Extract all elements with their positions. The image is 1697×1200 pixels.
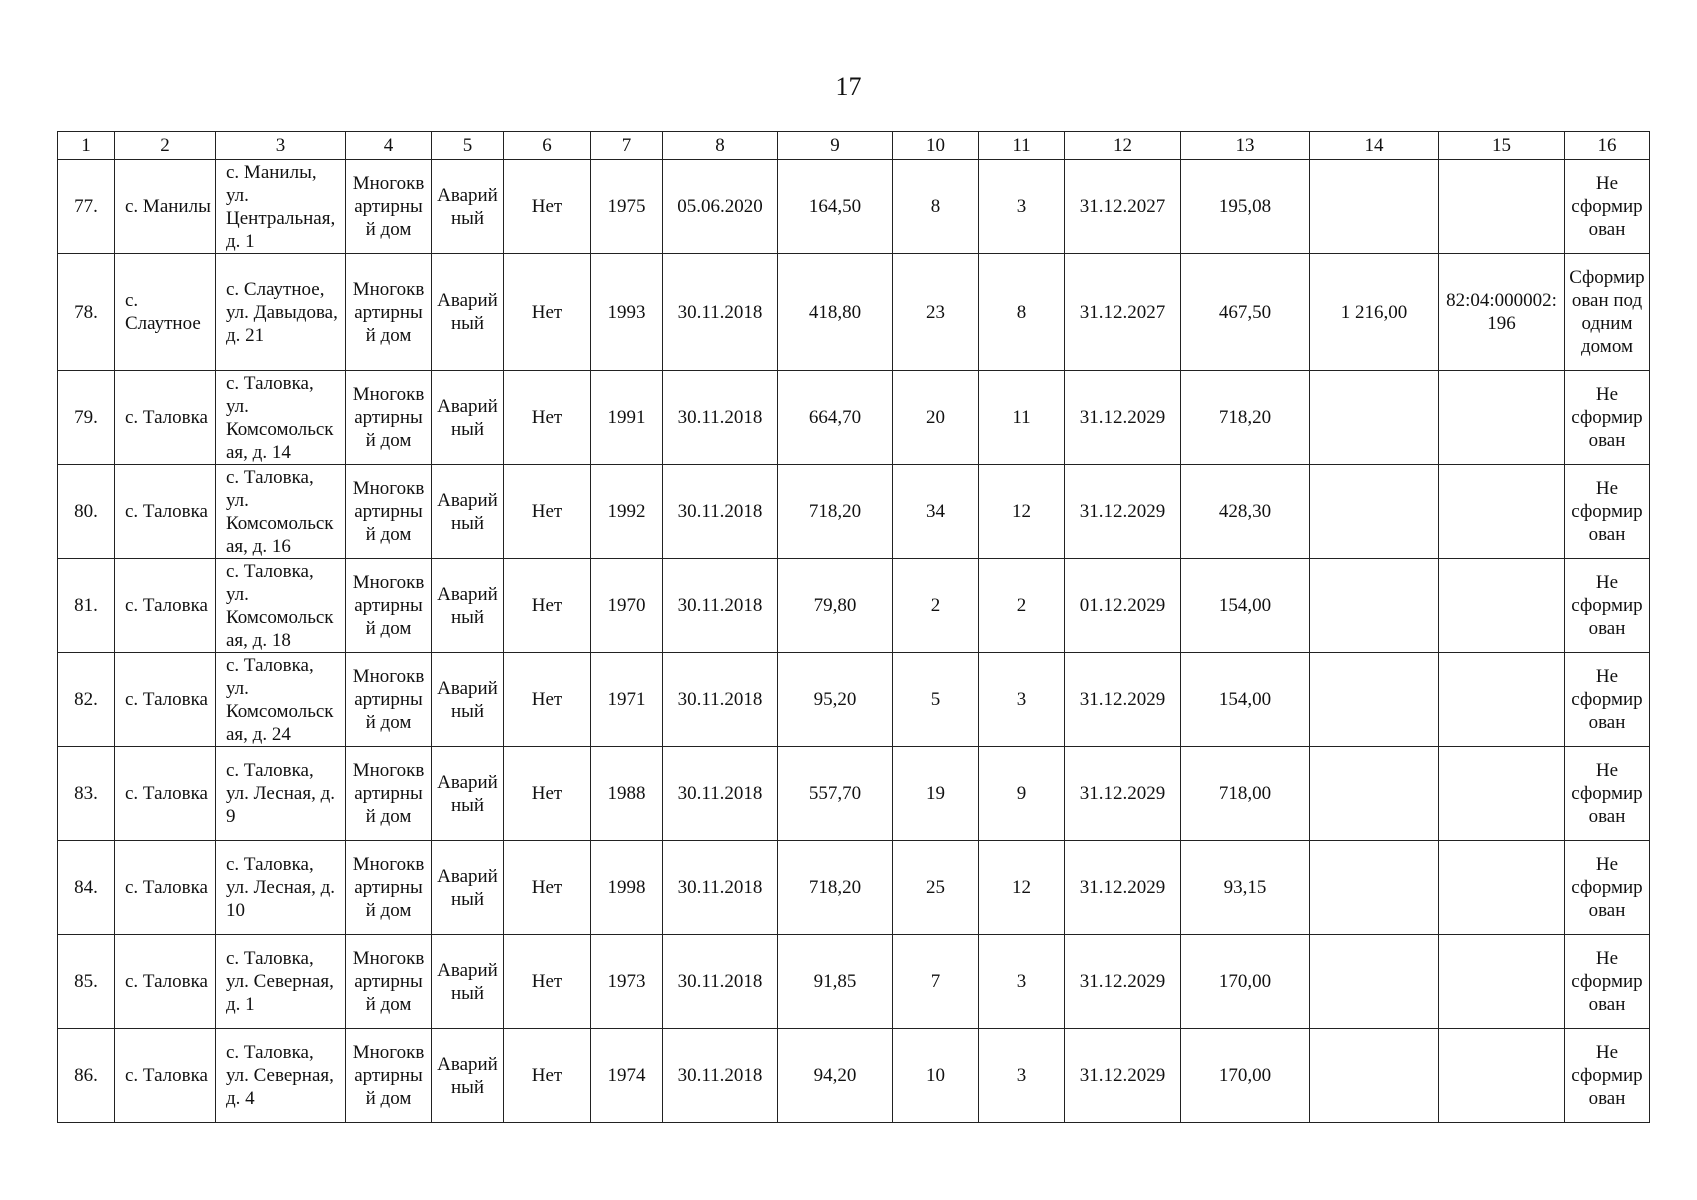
condition: Аварийный — [432, 465, 504, 559]
deadline: 31.12.2029 — [1065, 841, 1181, 935]
condition: Аварийный — [432, 160, 504, 254]
column-header: 8 — [663, 132, 778, 160]
year: 1974 — [591, 1029, 663, 1123]
col-14 — [1310, 747, 1439, 841]
table-row — [58, 465, 1650, 559]
column-header: 13 — [1181, 132, 1310, 160]
cadastral-number — [1439, 1029, 1565, 1123]
table-body — [58, 160, 1650, 1123]
area: 79,80 — [778, 559, 893, 653]
col-14 — [1310, 1029, 1439, 1123]
col-13: 718,00 — [1181, 747, 1310, 841]
column-header: 5 — [432, 132, 504, 160]
condition: Аварийный — [432, 841, 504, 935]
address: с. Таловка, ул. Комсомольская, д. 24 — [216, 653, 346, 747]
year: 1993 — [591, 254, 663, 371]
col-13: 170,00 — [1181, 1029, 1310, 1123]
col-11: 3 — [979, 160, 1065, 254]
area: 94,20 — [778, 1029, 893, 1123]
house-type: Многоквартирный дом — [346, 841, 432, 935]
row-number: 86. — [58, 1029, 115, 1123]
condition: Аварийный — [432, 653, 504, 747]
area: 164,50 — [778, 160, 893, 254]
area: 91,85 — [778, 935, 893, 1029]
condition: Аварийный — [432, 254, 504, 371]
land-status: Сформирован под одним домом — [1565, 254, 1650, 371]
land-status: Не сформирован — [1565, 653, 1650, 747]
house-type: Многоквартирный дом — [346, 371, 432, 465]
deadline: 31.12.2029 — [1065, 935, 1181, 1029]
settlement: с. Таловка — [115, 465, 216, 559]
deadline: 31.12.2027 — [1065, 160, 1181, 254]
col-10: 7 — [893, 935, 979, 1029]
deadline: 31.12.2029 — [1065, 371, 1181, 465]
page-number: 17 — [835, 72, 862, 101]
col-11: 3 — [979, 935, 1065, 1029]
column-header: 11 — [979, 132, 1065, 160]
col-10: 2 — [893, 559, 979, 653]
col-14 — [1310, 465, 1439, 559]
deadline: 31.12.2029 — [1065, 747, 1181, 841]
col-13: 170,00 — [1181, 935, 1310, 1029]
col-11: 12 — [979, 465, 1065, 559]
address: с. Таловка, ул. Комсомольская, д. 16 — [216, 465, 346, 559]
col-10: 34 — [893, 465, 979, 559]
row-number: 81. — [58, 559, 115, 653]
column-header: 14 — [1310, 132, 1439, 160]
address: с. Слаутное, ул. Давыдова, д. 21 — [216, 254, 346, 371]
row-number: 78. — [58, 254, 115, 371]
table-row — [58, 254, 1650, 371]
column-header: 3 — [216, 132, 346, 160]
col-14 — [1310, 841, 1439, 935]
table-row — [58, 160, 1650, 254]
recognition-date: 30.11.2018 — [663, 465, 778, 559]
cadastral-number — [1439, 465, 1565, 559]
col-11: 12 — [979, 841, 1065, 935]
table-row — [58, 559, 1650, 653]
deadline: 31.12.2027 — [1065, 254, 1181, 371]
land-status: Не сформирован — [1565, 841, 1650, 935]
house-type: Многоквартирный дом — [346, 465, 432, 559]
col-11: 2 — [979, 559, 1065, 653]
row-number: 84. — [58, 841, 115, 935]
housing-registry-table — [57, 131, 1650, 1123]
land-status: Не сформирован — [1565, 559, 1650, 653]
column-header: 16 — [1565, 132, 1650, 160]
land-status: Не сформирован — [1565, 935, 1650, 1029]
col-14 — [1310, 653, 1439, 747]
settlement: с. Таловка — [115, 841, 216, 935]
house-type: Многоквартирный дом — [346, 1029, 432, 1123]
table-row — [58, 841, 1650, 935]
recognition-date: 30.11.2018 — [663, 935, 778, 1029]
area: 718,20 — [778, 841, 893, 935]
deadline: 31.12.2029 — [1065, 653, 1181, 747]
condition: Аварийный — [432, 747, 504, 841]
area: 718,20 — [778, 465, 893, 559]
address: с. Таловка, ул. Комсомольская, д. 18 — [216, 559, 346, 653]
flag: Нет — [504, 841, 591, 935]
column-header: 2 — [115, 132, 216, 160]
cadastral-number — [1439, 559, 1565, 653]
cadastral-number: 82:04:000002:196 — [1439, 254, 1565, 371]
settlement: с. Таловка — [115, 559, 216, 653]
flag: Нет — [504, 160, 591, 254]
settlement: с. Таловка — [115, 371, 216, 465]
col-13: 195,08 — [1181, 160, 1310, 254]
recognition-date: 30.11.2018 — [663, 653, 778, 747]
col-11: 9 — [979, 747, 1065, 841]
row-number: 77. — [58, 160, 115, 254]
year: 1970 — [591, 559, 663, 653]
col-14 — [1310, 559, 1439, 653]
row-number: 85. — [58, 935, 115, 1029]
recognition-date: 30.11.2018 — [663, 371, 778, 465]
year: 1975 — [591, 160, 663, 254]
row-number: 79. — [58, 371, 115, 465]
column-header: 7 — [591, 132, 663, 160]
settlement: с. Таловка — [115, 1029, 216, 1123]
settlement: с. Таловка — [115, 935, 216, 1029]
row-number: 83. — [58, 747, 115, 841]
col-13: 154,00 — [1181, 559, 1310, 653]
flag: Нет — [504, 1029, 591, 1123]
year: 1988 — [591, 747, 663, 841]
house-type: Многоквартирный дом — [346, 935, 432, 1029]
recognition-date: 30.11.2018 — [663, 747, 778, 841]
cadastral-number — [1439, 747, 1565, 841]
address: с. Манилы, ул. Центральная, д. 1 — [216, 160, 346, 254]
col-13: 93,15 — [1181, 841, 1310, 935]
col-14 — [1310, 935, 1439, 1029]
flag: Нет — [504, 747, 591, 841]
column-header: 10 — [893, 132, 979, 160]
address: с. Таловка, ул. Лесная, д. 10 — [216, 841, 346, 935]
cadastral-number — [1439, 841, 1565, 935]
col-10: 19 — [893, 747, 979, 841]
house-type: Многоквартирный дом — [346, 559, 432, 653]
house-type: Многоквартирный дом — [346, 653, 432, 747]
col-11: 3 — [979, 653, 1065, 747]
column-header: 9 — [778, 132, 893, 160]
deadline: 31.12.2029 — [1065, 465, 1181, 559]
year: 1998 — [591, 841, 663, 935]
col-11: 3 — [979, 1029, 1065, 1123]
year: 1992 — [591, 465, 663, 559]
settlement: с. Таловка — [115, 653, 216, 747]
column-header: 15 — [1439, 132, 1565, 160]
column-header: 6 — [504, 132, 591, 160]
address: с. Таловка, ул. Северная, д. 1 — [216, 935, 346, 1029]
house-type: Многоквартирный дом — [346, 160, 432, 254]
column-header: 12 — [1065, 132, 1181, 160]
table-row — [58, 653, 1650, 747]
table-row — [58, 1029, 1650, 1123]
condition: Аварийный — [432, 935, 504, 1029]
area: 664,70 — [778, 371, 893, 465]
address: с. Таловка, ул. Комсомольская, д. 14 — [216, 371, 346, 465]
address: с. Таловка, ул. Северная, д. 4 — [216, 1029, 346, 1123]
area: 418,80 — [778, 254, 893, 371]
table-row — [58, 935, 1650, 1029]
column-header: 4 — [346, 132, 432, 160]
flag: Нет — [504, 465, 591, 559]
col-14 — [1310, 160, 1439, 254]
col-10: 23 — [893, 254, 979, 371]
land-status: Не сформирован — [1565, 160, 1650, 254]
land-status: Не сформирован — [1565, 465, 1650, 559]
recognition-date: 30.11.2018 — [663, 1029, 778, 1123]
flag: Нет — [504, 653, 591, 747]
house-type: Многоквартирный дом — [346, 747, 432, 841]
settlement: с. Таловка — [115, 747, 216, 841]
col-10: 8 — [893, 160, 979, 254]
house-type: Многоквартирный дом — [346, 254, 432, 371]
col-14 — [1310, 371, 1439, 465]
cadastral-number — [1439, 653, 1565, 747]
column-number-row — [58, 132, 1650, 160]
year: 1991 — [591, 371, 663, 465]
condition: Аварийный — [432, 559, 504, 653]
col-13: 428,30 — [1181, 465, 1310, 559]
col-11: 11 — [979, 371, 1065, 465]
col-10: 25 — [893, 841, 979, 935]
land-status: Не сформирован — [1565, 371, 1650, 465]
recognition-date: 30.11.2018 — [663, 254, 778, 371]
year: 1971 — [591, 653, 663, 747]
col-13: 467,50 — [1181, 254, 1310, 371]
condition: Аварийный — [432, 1029, 504, 1123]
col-10: 20 — [893, 371, 979, 465]
row-number: 82. — [58, 653, 115, 747]
settlement: с. Слаутное — [115, 254, 216, 371]
cadastral-number — [1439, 160, 1565, 254]
recognition-date: 30.11.2018 — [663, 559, 778, 653]
flag: Нет — [504, 254, 591, 371]
flag: Нет — [504, 935, 591, 1029]
cadastral-number — [1439, 935, 1565, 1029]
area: 95,20 — [778, 653, 893, 747]
col-13: 718,20 — [1181, 371, 1310, 465]
deadline: 01.12.2029 — [1065, 559, 1181, 653]
table-row — [58, 747, 1650, 841]
recognition-date: 05.06.2020 — [663, 160, 778, 254]
cadastral-number — [1439, 371, 1565, 465]
area: 557,70 — [778, 747, 893, 841]
col-10: 10 — [893, 1029, 979, 1123]
land-status: Не сформирован — [1565, 747, 1650, 841]
recognition-date: 30.11.2018 — [663, 841, 778, 935]
col-13: 154,00 — [1181, 653, 1310, 747]
address: с. Таловка, ул. Лесная, д. 9 — [216, 747, 346, 841]
flag: Нет — [504, 371, 591, 465]
row-number: 80. — [58, 465, 115, 559]
condition: Аварийный — [432, 371, 504, 465]
year: 1973 — [591, 935, 663, 1029]
column-header: 1 — [58, 132, 115, 160]
col-14: 1 216,00 — [1310, 254, 1439, 371]
land-status: Не сформирован — [1565, 1029, 1650, 1123]
col-10: 5 — [893, 653, 979, 747]
table-row — [58, 371, 1650, 465]
deadline: 31.12.2029 — [1065, 1029, 1181, 1123]
flag: Нет — [504, 559, 591, 653]
settlement: с. Манилы — [115, 160, 216, 254]
col-11: 8 — [979, 254, 1065, 371]
